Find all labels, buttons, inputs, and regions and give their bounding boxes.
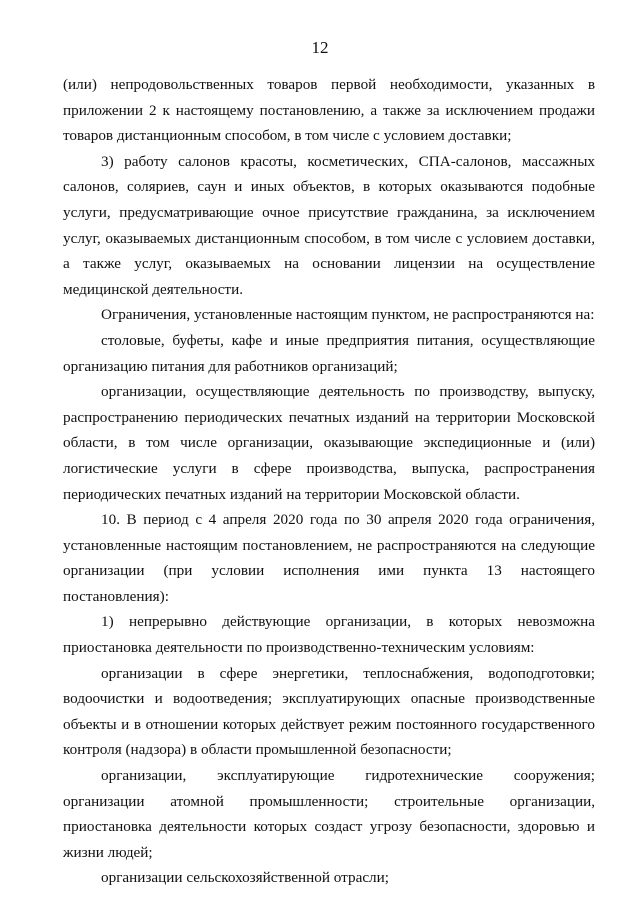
paragraph-agriculture: организации сельскохозяйственной отрасли; xyxy=(101,869,389,887)
paragraph-print-media: организации, осуществляющие деятельность по производству, выпуску, распространению периодических печатных изданий на территории Московской области, в том числе организации, оказывающие экспедиционные и (или) логистические услуги в сфере производства, выпуска, распространения периодических печатных изданий на территории Московской области. xyxy=(63,383,595,503)
paragraph-canteens: столовые, буфеты, кафе и иные предприятия питания, осуществляющие организацию питания для работников организаций; xyxy=(63,331,595,375)
paragraph-hydrotechnical-organizations: организации, эксплуатирующие гидротехнические сооружения; организации атомной промышленности; строительные организации, приостановка деятельности которых создаст угрозу безопасности, здоровью и жизни людей; xyxy=(63,767,595,861)
page-number: 12 xyxy=(311,38,329,57)
paragraph-item-10: 10. В период с 4 апреля 2020 года по 30 апреля 2020 года ограничения, установленные настоящим постановлением, не распространяются на следующие организации (при условии исполнения ими пункта 13 настоящего постановления): xyxy=(63,511,595,605)
paragraph-continuous-organizations: 1) непрерывно действующие организации, в которых невозможна приостановка деятельности по производственно-техническим условиям: xyxy=(63,613,595,657)
paragraph-item-3: 3) работу салонов красоты, косметических, СПА-салонов, массажных салонов, соляриев, саун и иных объектов, в которых оказываются подобные услуги, предусматривающие очное присутствие гражданина, за исключением услуг, оказываемых дистанционным способом, в том числе с условием доставки, а также услуг, оказываемых на основании лицензии на осуществление медицинской деятельности. xyxy=(63,152,595,298)
paragraph-restrictions-exceptions: Ограничения, установленные настоящим пунктом, не распространяются на: xyxy=(101,306,595,324)
paragraph-energy-organizations: организации в сфере энергетики, теплоснабжения, водоподготовки; водоочистки и водоотведения; эксплуатирующих опасные производственные объекты и в отношении которых действует режим постоянного государственного контроля (надзора) в области промышленной безопасности; xyxy=(63,664,595,759)
paragraph-continuation: (или) непродовольственных товаров первой необходимости, указанных в приложении 2 к настоящему постановлению, а также за исключением продажи товаров дистанционным способом, в том числе с условием доставки; xyxy=(63,76,595,145)
document-body xyxy=(63,72,595,891)
